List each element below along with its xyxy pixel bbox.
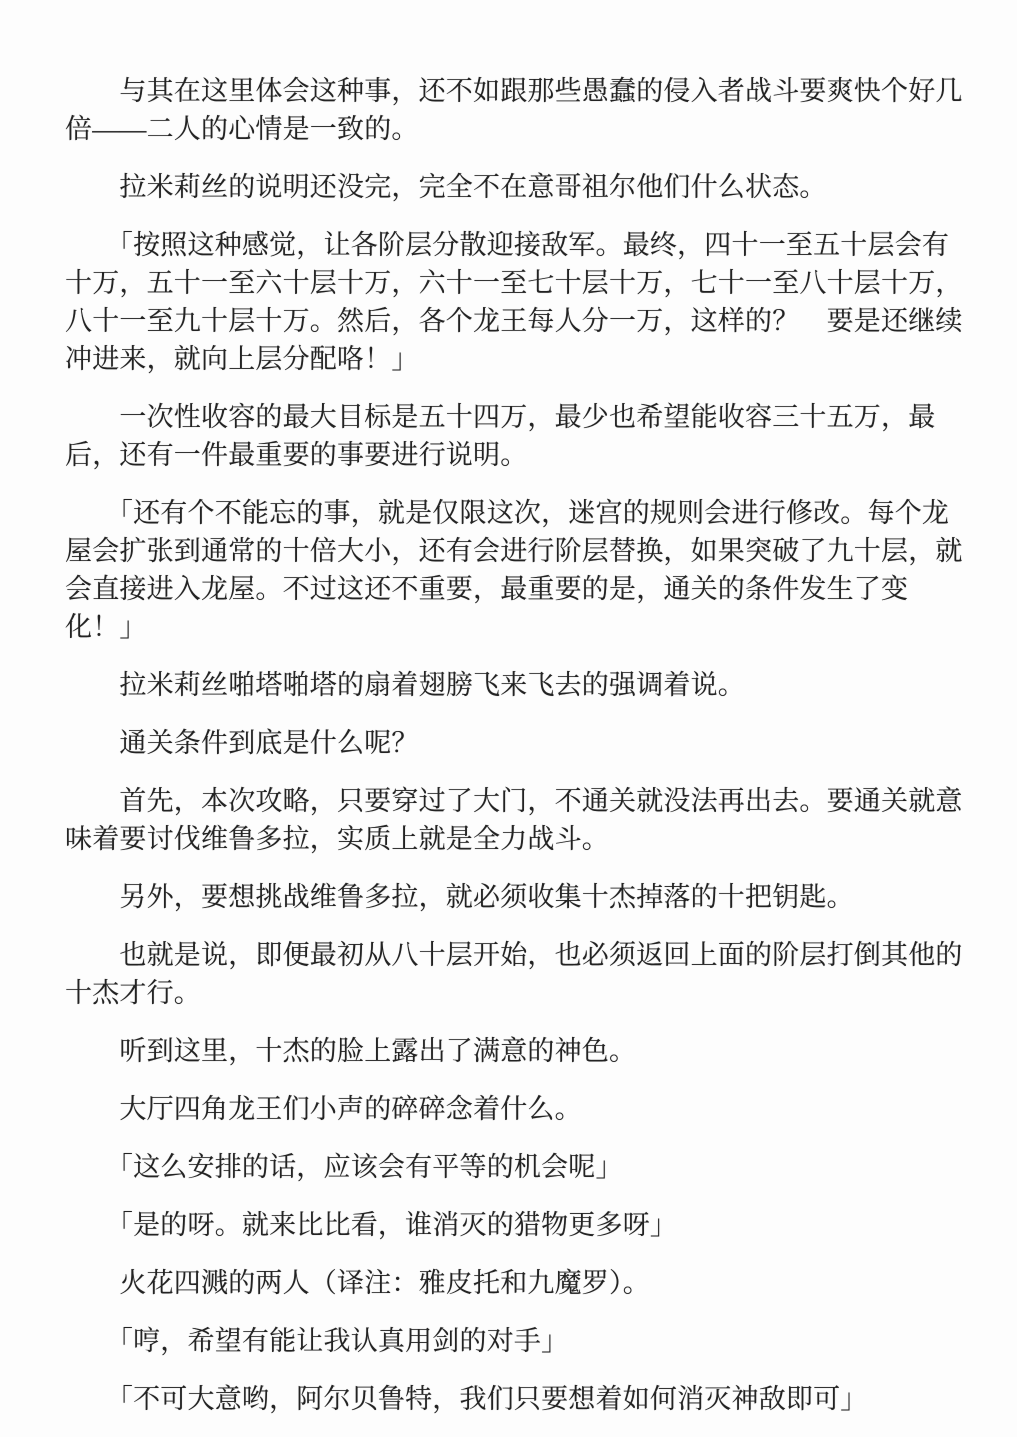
text-line: 屋会扩张到通常的十倍大小，还有会进行阶层替换，如果突破了九十层，就 — [65, 536, 963, 566]
text-line: 化！」 — [65, 612, 147, 642]
paragraph — [65, 782, 961, 858]
text-line: 首先，本次攻略，只要穿过了大门，不通关就没法再出去。要通关就意 — [65, 786, 963, 816]
text-line: 也就是说，即便最初从八十层开始，也必须返回上面的阶层打倒其他的 — [65, 940, 963, 970]
text-line: 拉米莉丝的说明还没完，完全不在意哥祖尔他们什么状态。 — [65, 172, 827, 202]
text-line: 拉米莉丝啪塔啪塔的扇着翅膀飞来飞去的强调着说。 — [65, 670, 745, 700]
text-line: 冲进来，就向上层分配咯！」 — [65, 344, 419, 374]
text-line: 听到这里，十杰的脸上露出了满意的神色。 — [65, 1036, 637, 1066]
text-line: 「不可大意哟，阿尔贝鲁特，我们只要想着如何消灭神敌即可」 — [65, 1384, 868, 1414]
paragraph — [65, 666, 961, 704]
text-line: 「这么安排的话，应该会有平等的机会呢」 — [65, 1152, 623, 1182]
text-line: 一次性收容的最大目标是五十四万，最少也希望能收容三十五万，最 — [65, 402, 936, 432]
text-line: 与其在这里体会这种事，还不如跟那些愚蠢的侵入者战斗要爽快个好几 — [65, 76, 963, 106]
paragraph — [65, 724, 961, 762]
paragraph — [65, 1032, 961, 1070]
text-line: 「是的呀。就来比比看，谁消灭的猎物更多呀」 — [65, 1210, 678, 1240]
paragraph — [65, 72, 961, 148]
text-line: 「按照这种感觉，让各阶层分散迎接敌军。最终，四十一至五十层会有 — [65, 230, 950, 260]
paragraph — [65, 1090, 961, 1128]
paragraph — [65, 1322, 961, 1360]
text-line: 会直接进入龙屋。不过这还不重要，最重要的是，通关的条件发生了变 — [65, 574, 909, 604]
text-line: 八十一至九十层十万。然后，各个龙王每人分一万，这样的？ 要是还继续 — [65, 306, 963, 336]
paragraph — [65, 936, 961, 1012]
text-line: 火花四溅的两人（译注：雅皮托和九魔罗）。 — [65, 1268, 650, 1298]
paragraph — [65, 494, 961, 646]
paragraph — [65, 226, 961, 378]
paragraph — [65, 1206, 961, 1244]
paragraph — [65, 1380, 961, 1418]
text-line: 另外，要想挑战维鲁多拉，就必须收集十杰掉落的十把钥匙。 — [65, 882, 854, 912]
paragraph — [65, 878, 961, 916]
paragraph — [65, 168, 961, 206]
text-line: 「哼，希望有能让我认真用剑的对手」 — [65, 1326, 569, 1356]
paragraph — [65, 1148, 961, 1186]
text-line: 十杰才行。 — [65, 978, 201, 1008]
text-line: 后，还有一件最重要的事要进行说明。 — [65, 440, 528, 470]
text-line: 「还有个不能忘的事，就是仅限这次，迷宫的规则会进行修改。每个龙 — [65, 498, 950, 528]
text-line: 十万，五十一至六十层十万，六十一至七十层十万，七十一至八十层十万， — [65, 268, 963, 298]
text-line: 味着要讨伐维鲁多拉，实质上就是全力战斗。 — [65, 824, 609, 854]
text-line: 通关条件到底是什么呢？ — [65, 728, 419, 758]
text-line: 大厅四角龙王们小声的碎碎念着什么。 — [65, 1094, 582, 1124]
paragraph — [65, 1264, 961, 1302]
text-line: 倍——二人的心情是一致的。 — [65, 114, 419, 144]
paragraph — [65, 398, 961, 474]
